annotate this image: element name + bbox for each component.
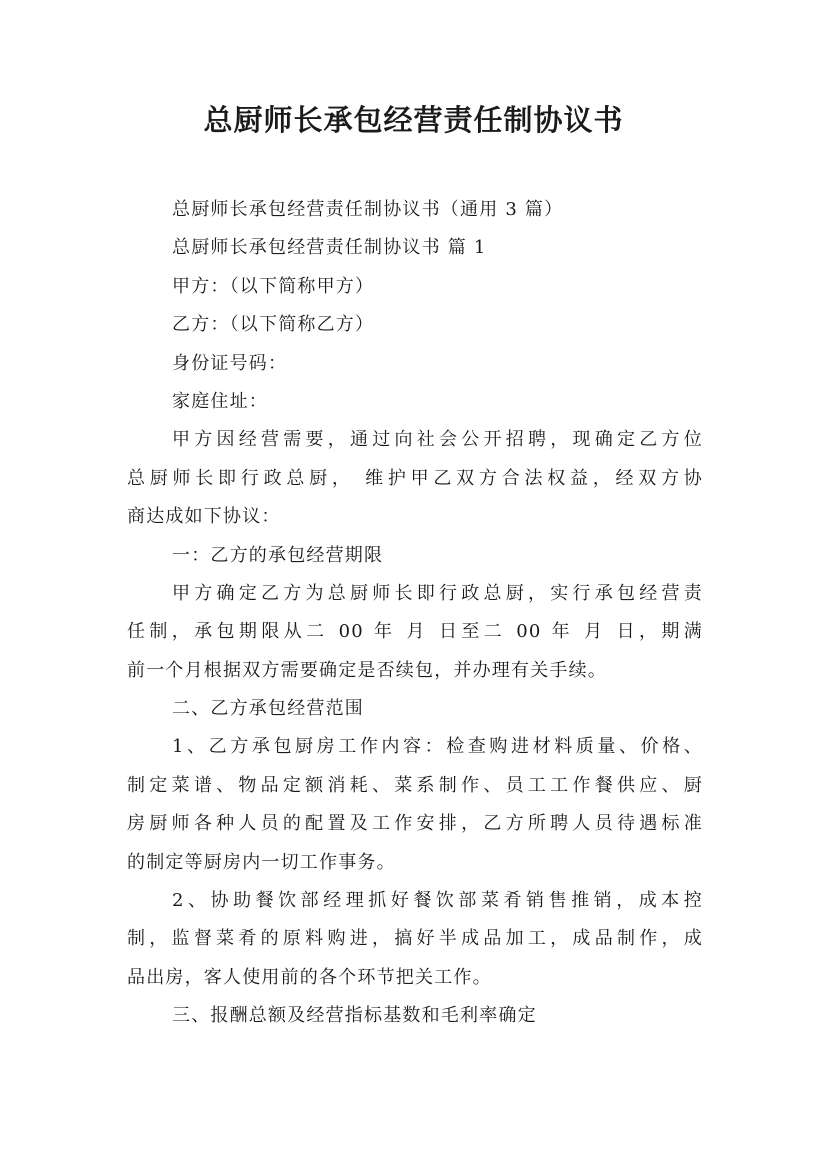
paragraph-line: 1、乙方承包厨房工作内容：检查购进材料质量、价格、 [172, 736, 703, 758]
paragraph-line: 身份证号码： [172, 352, 288, 374]
paragraph-line: 品出房，客人使用前的各个环节把关工作。 [127, 966, 492, 988]
paragraph-line: 家庭住址： [172, 390, 268, 412]
paragraph-line: 商达成如下协议： [127, 506, 281, 528]
paragraph-line: 甲方因经营需要，通过向社会公开招聘，现确定乙方位 [172, 429, 703, 451]
paragraph-line: 2、协助餐饮部经理抓好餐饮部菜肴销售推销，成本控 [172, 890, 703, 912]
document-body [127, 191, 703, 1036]
paragraph-line: 的制定等厨房内一切工作事务。 [127, 851, 396, 873]
paragraph-line: 总厨师长承包经营责任制协议书（通用 3 篇） [172, 199, 564, 220]
section-heading: 二、乙方承包经营范围 [172, 698, 364, 720]
paragraph-line: 甲方确定乙方为总厨师长即行政总厨，实行承包经营责 [172, 582, 703, 604]
paragraph-line: 前一个月根据双方需要确定是否续包，并办理有关手续。 [127, 659, 607, 681]
paragraph-line: 总厨师长即行政总厨， 维护甲乙双方合法权益，经双方协 [127, 467, 703, 489]
paragraph-line: 任制，承包期限从二 00 年 月 日至二 00 年 月 日，期满 [127, 621, 703, 643]
paragraph-line: 制，监督菜肴的原料购进，搞好半成品加工，成品制作，成 [127, 928, 703, 950]
paragraph-line: 制定菜谱、物品定额消耗、菜系制作、员工工作餐供应、厨 [127, 774, 703, 796]
paragraph-line: 甲方：（以下简称甲方） [172, 275, 375, 297]
section-heading: 一：乙方的承包经营期限 [172, 544, 384, 566]
paragraph-line: 乙方：（以下简称乙方） [172, 314, 375, 336]
paragraph-line: 房厨师各种人员的配置及工作安排，乙方所聘人员待遇标准 [127, 813, 703, 835]
document-title: 总厨师长承包经营责任制协议书 [203, 103, 624, 137]
paragraph-line: 总厨师长承包经营责任制协议书 篇 1 [172, 237, 487, 259]
section-heading: 三、报酬总额及经营指标基数和毛利率确定 [172, 1005, 537, 1027]
